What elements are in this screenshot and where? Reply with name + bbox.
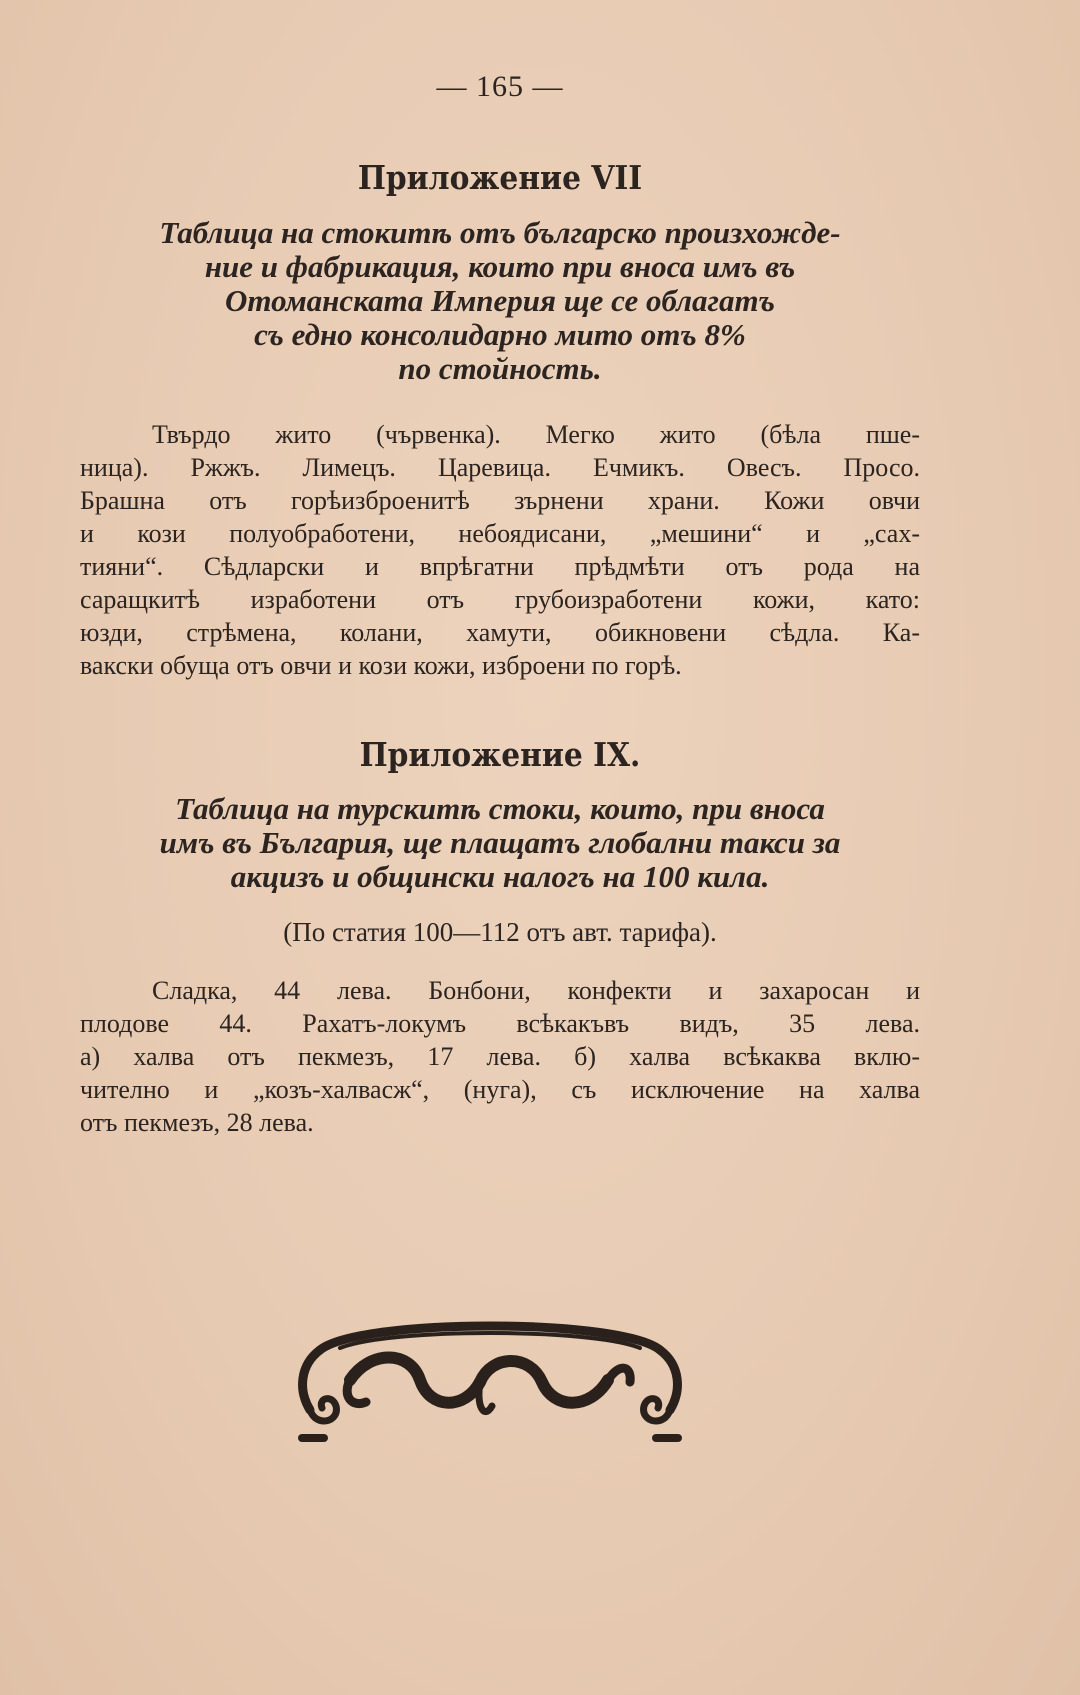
body-line: и кози полуобработени, небоядисани, „мешини“ и „сах-	[80, 519, 920, 548]
body-line: Твърдо жито (чървенка). Мегко жито (бѣла пше-	[152, 420, 920, 449]
appendix-7-heading: Приложение VII	[357, 158, 643, 197]
appendix-9-body	[80, 974, 920, 1139]
body-line: а) халва отъ пекмезъ, 17 лева. б) халва всѣкаква вклю-	[80, 1042, 920, 1071]
subtitle-line: акцизъ и общински налогъ на 100 кила.	[230, 859, 770, 894]
subtitle-line: Таблица на стокитѣ отъ българско произхождe-	[159, 215, 841, 250]
appendix-9-subtitle	[80, 792, 920, 894]
subtitle-line: съ едно консолидарно мито отъ 8%	[254, 317, 746, 352]
subtitle-line: Отоманската Империя ще се облагатъ	[225, 283, 775, 318]
page-number: — 165 —	[436, 70, 564, 103]
subtitle-line: ние и фабрикация, които при вноса имъ въ	[204, 249, 796, 284]
body-line: тияни“. Сѣдларски и впрѣгатни прѣдмѣти отъ рода на	[80, 552, 920, 581]
appendix-9-note: (По статия 100—112 отъ авт. тарифа).	[283, 917, 717, 947]
body-line: саращкитѣ изработени отъ грубоизработени кожи, като:	[80, 585, 920, 614]
subtitle-line: имъ въ България, ще плащатъ глобални такси за	[159, 825, 841, 860]
body-line: чително и „козъ-халвасж“, (нуга), съ исключение на халва	[80, 1075, 920, 1104]
body-line: ница). Ржжъ. Лимецъ. Царевица. Ечмикъ. Овесъ. Просо.	[80, 453, 920, 482]
body-line: Сладка, 44 лева. Бонбони, конфекти и захаросан и	[152, 976, 920, 1005]
body-line: юзди, стрѣмена, колани, хамути, обикновени сѣдла. Ка-	[80, 618, 920, 647]
appendix-7-subtitle	[80, 216, 920, 386]
appendix-9-heading: Приложение IX.	[359, 735, 641, 774]
floral-scroll-ornament-icon	[280, 1310, 700, 1460]
body-line: плодове 44. Рахатъ-локумъ всѣкакъвъ видъ, 35 лева.	[80, 1009, 920, 1038]
appendix-7-body	[80, 418, 920, 682]
subtitle-line: по стойность.	[398, 351, 602, 386]
subtitle-line: Таблица на турскитѣ стоки, които, при вноса	[175, 791, 825, 826]
body-line: отъ пекмезъ, 28 лева.	[80, 1108, 314, 1137]
body-line: Брашна отъ горѣизброенитѣ зърнени храни. Кожи овчи	[80, 486, 920, 515]
body-line: вакски обуща отъ овчи и кози кожи, изброени по горѣ.	[80, 651, 682, 680]
